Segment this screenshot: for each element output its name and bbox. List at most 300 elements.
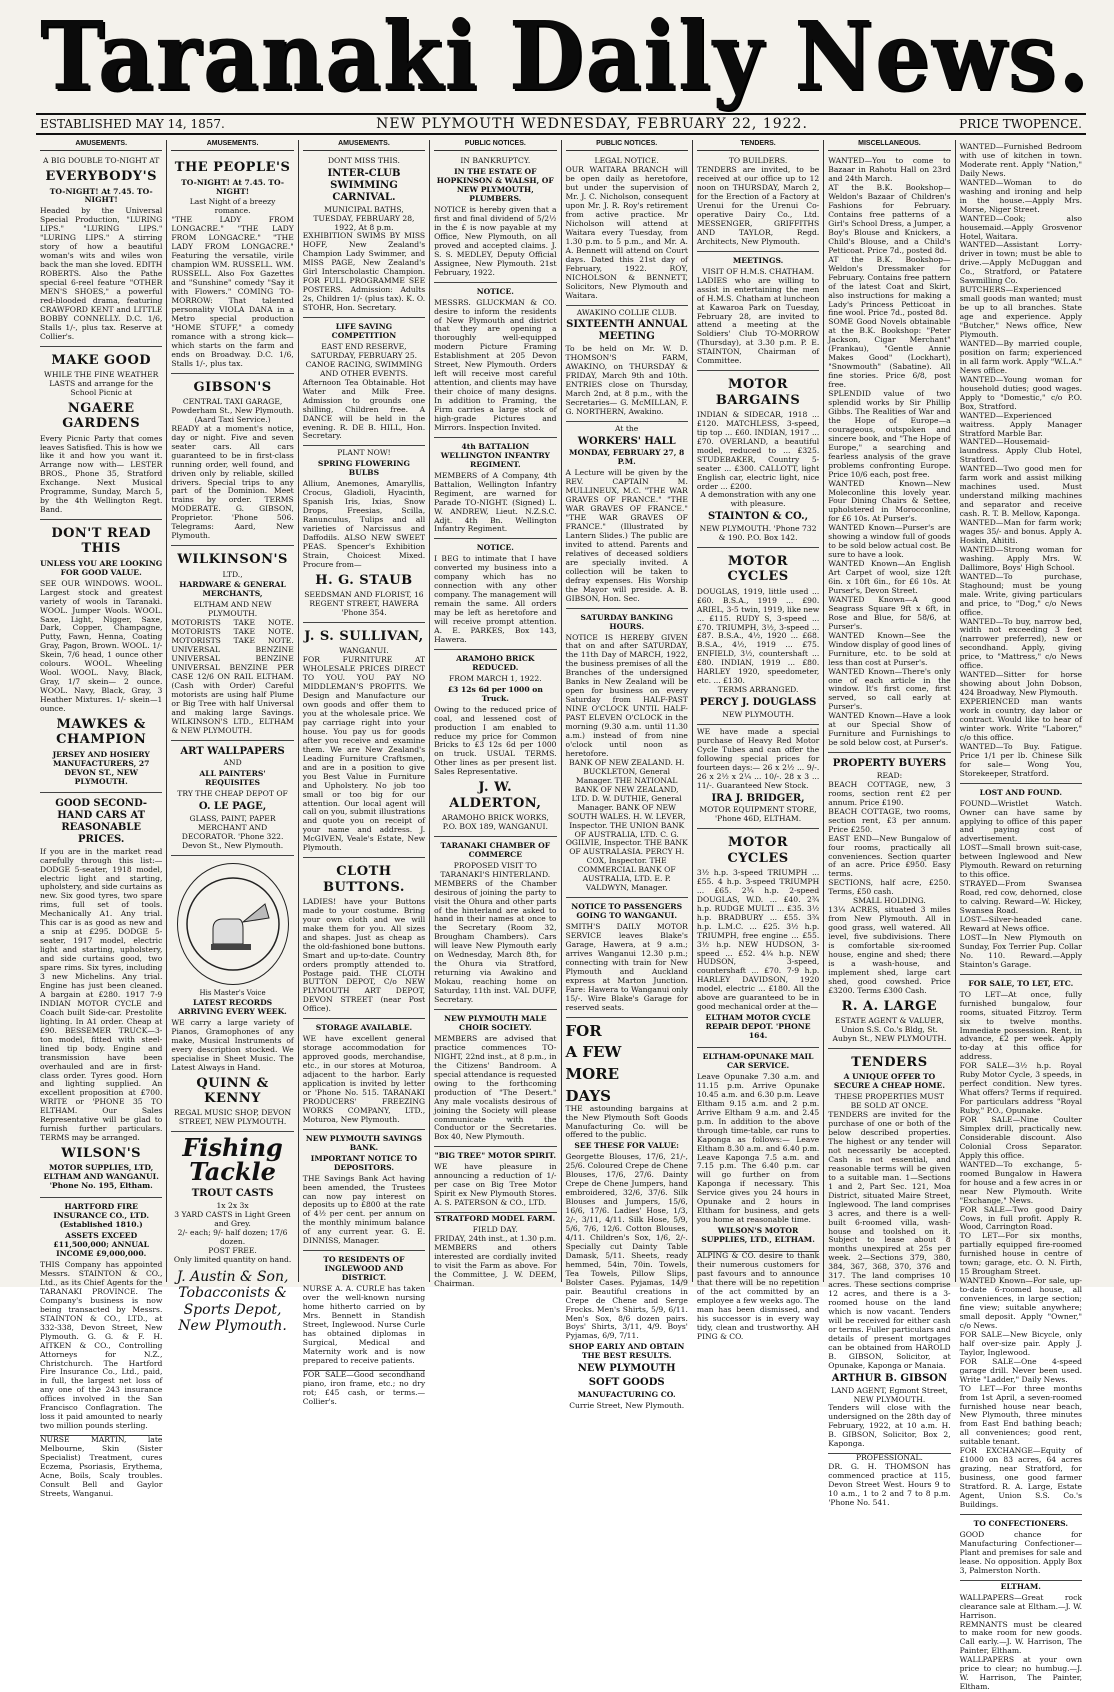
ad-line: JERSEY AND HOSIERY MANUFACTURERS, 27 DEVON ST., NEW PLYMOUTH.: [52, 749, 150, 786]
ad-line: ASSETS EXCEED £11,500,000; ANNUAL INCOME £9,000,000.: [53, 1231, 150, 1259]
notice-title: WORKERS' HALL: [577, 435, 676, 447]
ad-savings-bank: [303, 1130, 425, 1251]
notice-body: A Lecture will be given by the REV. CAPTAIN M. MULLINEUX, M.C. "THE WAR GRAVES OF FRANCE." "THE WAR GRAVES OF FRANCE." "THE WAR GRAVES OF FRANCE." (Illustrated by Lantern Slides.) The public are invited to attend. Parents and relatives of deceased soldiers are specially invited. A collection will be taken to defray expenses. His Worship the Mayor will preside. A. B. GIBSON, Hon. Sec.: [565, 468, 688, 603]
notice-title: TO BUILDERS.: [728, 156, 788, 166]
classified-item: REMNANTS must be cleared to make room for new goods. Call early.—J. W. Harrison, The Painter, Eltham.: [959, 1619, 1082, 1656]
ad-mail-car: [697, 1048, 819, 1252]
notice-title: J. W. ALDERTON,: [449, 780, 542, 811]
ad-body: ALPING & CO. desire to thank their numerous customers for past favours and to announce that there will be no repetition of the act committed by an employee a few weeks ago. The man has been dismissed, and his successor is in every way tidy, clean and trustworthy. AH PING & CO.: [696, 1251, 820, 1341]
ad-body: FOR FURNITURE AT WHOLESALE PRICES DIRECT TO YOU. YOU PAY NO MIDDLEMAN'S PROFITS. We Design and Manufacture our own goods and offer them to you at the wholesale price. We pay carriage right into your house. You pay us for goods after you receive and examine them. We are New Zealand's Leading Furniture Craftsmen, and are in a position to give you Best Value in Furniture and Upholstery. No job too small or too big for our attention. Our local agent will call on you, submit illustrations and quote you on receipt of your name and address. J. McGIVEN, Veale's Estate, New Plymouth.: [302, 655, 426, 853]
notice-workers-hall: [566, 422, 688, 609]
notice-title: TARANAKI CHAMBER OF COMMERCE: [440, 840, 551, 859]
ad-title: MAWKES & CHAMPION: [56, 717, 147, 748]
section-heading: MEETINGS.: [732, 255, 784, 265]
notice-line: £3 12s 6d per 1000 on Truck.: [447, 684, 543, 703]
ad-line: SATURDAY, FEBRUARY 25.: [310, 350, 418, 360]
notice-body: LADIES who are willing to assist in entertaining the men of H.M.S. Chatham at luncheon at Kawaroa Park on Tuesday, February 28, are invited to attend a meeting at the Soldiers' Club TO-MORROW (Thursday), at 3.30 p.m. P. E. STAINTON, Chairman of Committee.: [696, 275, 820, 366]
ad-line: SEE THESE FOR VALUE:: [574, 1141, 679, 1151]
notice-title: LEGAL NOTICE.: [594, 156, 659, 166]
notice-body: SMITH'S DAILY MOTOR SERVICE leaves Blake's Garage, Hawera, at 9 a.m.; arrives Wanganui 12.30 p.m.; connecting with train for New Plymouth and Auckland express at Marton Junction. Fare: Hawera to Wanganui only 15/-. Wire Blake's Garage for reserved seats.: [565, 922, 688, 1012]
classified-item: WANTED—Man for farm work; wages 35/- and bonus. Apply A. Hoskin, Ahititi.: [959, 518, 1082, 545]
classified-item: STRAYED—From Swansea Road, red cow, dehorned, close to calving. Reward—W. Hickey, Swansea Road.: [959, 879, 1082, 916]
column-8: [956, 140, 1086, 1692]
ad-title: NEW PLYMOUTH SAVINGS BANK.: [305, 1133, 423, 1152]
column-heading: MISCELLANEOUS.: [828, 140, 950, 151]
classified-item: WANTED—To Buy. Fatigue. Price 1/1 per lb. Chinese Silk for sale— Wong You, Storekeeper, Stratford.: [959, 741, 1082, 778]
signature: J. Austin & Son, Tobacconists & Sports Depot, New Plymouth.: [176, 1268, 289, 1335]
section-heading: PROFESSIONAL.: [855, 1453, 923, 1463]
classified-item: TO LET—For six months, partially equipped fire-roomed furnished house in centre of town; garage, etc. O. N. Firth, 15 Brougham Street.: [959, 1231, 1082, 1277]
ad-wilkinsons: [171, 546, 293, 740]
ad-motor-cycles-douglass: [697, 548, 819, 725]
ad-title: INTER-CLUB SWIMMING CARNIVAL.: [327, 168, 401, 203]
notice-male-choir: [434, 1010, 556, 1147]
notice-model-farm: [434, 1215, 556, 1289]
ad-title: MORE: [565, 1065, 620, 1084]
classified-item: WANTED—By married couple, position on farm; experienced in all farm work. Apply "W.L.A." News office.: [959, 338, 1082, 375]
ad-line: Last Night of a breezy romance.: [189, 197, 276, 216]
ad-motor-cycles-eltham: [697, 829, 819, 1048]
column-heading: AMUSEMENTS.: [40, 140, 162, 151]
ad-title: MAKE GOOD: [51, 352, 152, 368]
notice-line: PROPOSED VISIT TO TARANAKI'S HINTERLAND.: [440, 860, 551, 879]
ad-nurse-curle: [303, 1251, 425, 1370]
ad-title: IRA J. BRIDGER,: [711, 792, 805, 804]
ad-body: Every Picnic Party that comes leaves Satisfied. This is how we like it and how you want it. Arrange now with— LESTER BROS., Phone 35, Stratford Exchange. Next Musical Programme, Sunday, March 5, by the 4th Wellington Regt. Band.: [40, 433, 163, 515]
ad-body: THE Savings Bank Act having been amended, the Trustees can now pay interest on deposits up to £800 at the rate of 4½ per cent. per annum on the monthly minimum balance of any current year. G. E. DINNISS, Manager.: [302, 1173, 426, 1246]
ad-line: CENTRAL TAXI GARAGE, Powderham St., New Plymouth. (Aard Taxi Service.): [171, 396, 294, 424]
notice-line: IN THE ESTATE OF HOPKINSON & WALSH, OF NEW PLYMOUTH, PLUMBERS.: [436, 167, 554, 204]
notice-body: Owing to the reduced price of coal, and lessened cost of production I am enabled to reduce my price for Common Bricks to £3 12s 6d per 1000 on truck. USUAL TERMS. Other lines as per present list. Sales Representative.: [434, 704, 557, 777]
ad-body: "THE LADY FROM LONGACRE." "THE LADY FROM LONGACRE." "THE LADY FROM LONGACRE." Featuring the versatile, virile champion WM. RUSSELL. WM. RUSSELL. Also Fox Gazettes and "Sunshine" comedy "Say it with Flowers." COMING TO-MORROW: That talented personality VIOLA DANA in a Metro special production "HOME STUFF," a comedy romance with a strong kick— which starts on the farm and ends on Broadway. D.C. 1/6, Stalls 1/-, plus tax.: [171, 215, 294, 368]
classified-item: TO LET—At once, fully furnished bungalow, four rooms, situated Fitzroy. Term six to twelve months. Immediate possession. Rent, in advance, £2 per week. Apply to-day at this office for address.: [959, 989, 1082, 1062]
notice-title: SATURDAY BANKING HOURS.: [580, 612, 673, 631]
ad-line: TUESDAY, FEBRUARY 28, 1922, At 8 p.m.: [313, 213, 415, 232]
classified-item: WALLPAPERS—Great rock clearance sale at Eltham.—J. W. Harrison.: [959, 1592, 1082, 1620]
classified-item: WANTED—Strong woman for washing. Apply Mrs. W. Dallimore, Boys' High School.: [959, 544, 1082, 572]
classified-item: AT the B.K. Bookshop—Weldon's Dressmaker for February. Contains free pattern of the latest Coat and Skirt, also instructions for making a Lady's Princess Petticoat in fine wool. Price 7d., posted 8d.: [828, 254, 951, 318]
classified-item: WANTED—Experienced waitress. Apply Manager Stratford Marble Bar.: [959, 410, 1082, 438]
notice-body: I BEG to intimate that I have converted my business into a company which has no connection with any other company. The management will remain the same. All orders may be left as heretofore and will receive prompt attention. A. E. PARKES, Box 143, Hawera.: [434, 554, 557, 644]
ad-line: LATEST RECORDS ARRIVING EVERY WEEK.: [178, 998, 287, 1017]
ad-line: A demonstration with any one with pleasure.: [700, 490, 816, 509]
ad-title: HARTFORD FIRE INSURANCE CO., LTD. (Established 1810.): [53, 1202, 150, 1230]
classified-item: WANTED—Sitter for horse showing about John Dobson, 424 Broadway, New Plymouth.: [959, 670, 1082, 698]
ad-line: WILSON'S MOTOR SUPPLIES, LTD., ELTHAM.: [701, 1226, 815, 1245]
notice-line: FROM MARCH 1, 1922.: [449, 673, 542, 683]
notice-title: STRATFORD MODEL FARM.: [435, 1214, 556, 1224]
notice-body: MESSRS. GLUCKMAN & CO. desire to inform the residents of New Plymouth and district that they are opening a thoroughly well-equipped modern Picture Framing Establishment at 205 Devon Street, New Plymouth. Orders left will receive most careful attention, and clients may have their choice of many designs. In addition to Framing, the Firm carries a large stock of high-grade Pictures and Mirrors. Inspection Invited.: [434, 297, 557, 432]
ad-cloth-buttons: [303, 858, 425, 1019]
notice-big-tree: [434, 1147, 556, 1213]
ad-title: H. G. STAUB: [315, 572, 413, 588]
notice-body: To be held on Mr. W. D. THOMSON'S FARM, AWAKINO, on THURSDAY & FRIDAY, March 9th and 10th. ENTRIES close on Thursday, March 2nd, at 8 p.m., with the Secretaries— G. McMILLAN, F. G. NORTHERN, Awakino.: [565, 344, 688, 416]
ad-property-buyers: [828, 753, 950, 1049]
column-6: [693, 140, 824, 1341]
ad-title: NEW PLYMOUTH: [577, 1363, 676, 1375]
ad-line: MANUFACTURING CO.: [577, 1389, 676, 1399]
classified-item: WANTED—Furnished Bedroom with use of kitchen in town. Moderate rent. Apply "Nation," Daily News.: [959, 142, 1082, 178]
column-heading: PUBLIC NOTICES.: [434, 140, 556, 151]
ad-line: A BIG DOUBLE TO-NIGHT AT: [43, 156, 160, 166]
ad-title: WILSON'S: [61, 1146, 142, 1162]
masthead-word-3: News.: [794, 0, 1090, 112]
notice-title: SIXTEENTH ANNUAL MEETING: [566, 319, 688, 343]
ad-body: WE have made a special purchase of Heavy Red Motor Cycle Tubes and can offer the following special prices for fourteen days:— 26 x 2½ ... 9/-. 26 x 2½ x 2¼ ... 10/-. 28 x 3 ... 11/-. Guaranteed New Stock.: [696, 726, 820, 790]
ad-body: THIS Company has appointed Messrs. STAINTON & CO., Ltd., as its Chief Agents for the TARANAKI PROVINCE. The Company's business is now being transacted by Messrs. STAINTON & CO., LTD., at 332-338, Devon Street, New Plymouth. G. G. & F. H. AITKEN & CO., Controlling Attorneys for N.Z., Christchurch. The Hartford Fire Insurance Co., Ltd., paid, in full, the largest net loss of any one of the 243 insurance offices involved in the San Francisco Conflagration. The loss it paid amounted to nearly two million pounds sterling.: [40, 1260, 163, 1431]
column-heading: PUBLIC NOTICES.: [566, 140, 688, 151]
price: PRICE TWOPENCE.: [959, 117, 1082, 131]
classified-item: LOST—Silver-headed cane. Reward at News office.: [959, 915, 1082, 933]
ad-line: ALL PAINTERS' REQUISITES: [199, 769, 266, 788]
ad-body: READY at a moment's notice, day or night. Five and seven seater cars. All cars guaranteed to be in first-class running order, well found, and driven only by reliable, skilled drivers. Special trips to any part of the Dominion. Meet trains by order. TERMS MODERATE. G. GIBSON, Proprietor. 'Phone 506. Telegrams: Aard, New Plymouth.: [171, 423, 294, 541]
ad-line: IMPORTANT NOTICE TO DEPOSITORS.: [310, 1153, 418, 1172]
ad-body: Leave Opunake 7.30 a.m. and 11.15 p.m. Arrive Opunake 10.45 a.m. and 6.30 p.m. Leave Eltham 9.15 a.m. and 2 p.m. Arrive Eltham 9 a.m. and 2.45 p.m. In addition to the above through time-table, car runs to Kaponga as follows:— Leave Eltham 8.30 a.m. and 6.40 p.m. Leave Kaponga 7.5 a.m. and 7.15 p.m. The 6.40 p.m. car will go further on from Kaponga if necessary. This Service gives you 24 hours in Opunake and 2 hours in Eltham for business, and gets you home at reasonable time.: [696, 1071, 820, 1225]
classified-item: WANTED Known—New Moleconline this lovely year. Four Dining Chairs & Settee, upholstered in Morocconline, for £6 10s. At Purser's.: [828, 478, 951, 524]
logo-caption: His Master's Voice: [199, 988, 266, 997]
ad-title: A FEW: [565, 1043, 622, 1062]
ad-body: NURSE MARTIN, late Melbourne, Skin (Sister Specialist) Treatment, cures Eczema, Psoriasis, Erythema, Acne, Boils, Scaly troubles. Consult Bell and Gaylor Streets, Wanganui.: [40, 1435, 163, 1498]
section-heading: FOR SALE, TO LET, ETC.: [968, 978, 1074, 988]
ad-line: SEEDSMAN AND FLORIST, 16 REGENT STREET, HAWERA 'Phone 354.: [304, 590, 424, 618]
ad-body: NURSE A. A. CURLE has taken over the well-known nursing home hitherto carried on by Mrs. Bennett in Standish Street, Inglewood. Nurse Curle has obtained diplomas in Surgical, Medical and Maternity work and is now prepared to receive patients.: [302, 1284, 426, 1365]
section-heading: ELTHAM.: [1000, 1581, 1041, 1591]
ad-body: 3½ h.p. 3-speed TRIUMPH ... £55. 4 h.p. 3-speed TRIUMPH ... £65. 2¾ h.p. 2-speed DOUGLAS, W.D. ... £40. 2¾ h.p. RUDGE MULTI ... £35. 3½ h.p. BRADBURY ... £55. 3¾ h.p. L.M.C. ... £25. 3½ h.p. TRIUMPH, free engine ... £55. 3½ h.p. NEW HUDSON, 3-speed ... £52. 4¼ h.p. NEW HUDSON, 3-speed, countershaft ... £70. 7-9 h.p. HARLEY DAVIDSON, 1920 model, electric ... £180. All the above are guaranteed to be in good mechanical order at the—: [696, 867, 820, 1012]
classified-item: FOR SALE—Nine Coulter Simplex drill, practically new. Considerable discount. Also Colonial Cross Separator. Apply this office.: [959, 1115, 1082, 1160]
ad-title: STAINTON & CO.,: [708, 511, 809, 523]
ad-line: EAST END RESERVE,: [321, 341, 407, 351]
ad-line: MUNICIPAL BATHS,: [324, 204, 404, 214]
established-date: ESTABLISHED MAY 14, 1857.: [40, 117, 225, 131]
ad-body: If you are in the market read carefully through this list:— DODGE 5-seater, 1918 model, electric light and starting, upholstery, and side curtains as new. Six good tyres, two spare rims, full set of tools. Mechanically A1. Any trial. This car is as good as new and a snip at £295. DODGE 5-seater, 1917 model, electric light and starting, upholstery, and side curtains good, two spare rims. Six tyres, including 3 new Michelins. Any trial. Engine has just been cleaned. A bargain at £280. 1917 7-9 INDIAN MOTOR CYCLE and Coach built Side-car. Prestolite lighting. In A1 order. Cheap at £90. BESSEMER TRUCK—3-ton model, fitted with steel-lined tip body. Engine and transmission have been overhauled and are in first-class order. Tyres good. Horn and lighting supplied. An excellent proposition at £700. WRITE or 'PHONE 35 TO ELTHAM. Our Sales Representative will be glad to furnish further particulars. TERMS may be arranged.: [40, 846, 163, 1143]
classified-item: WANTED Known—See the Window display of good lines of Furniture, etc. to be sold at less than cost at Purser's.: [828, 630, 951, 667]
classified-item: WANTED Known—An English Art Carpet of wool, size 12ft 6in. x 10ft 6in., for £6 10s. At Purser's, Devon Street.: [828, 559, 951, 595]
classified-item: WANTED—Housemaid-laundress. Apply Club Hotel, Stratford.: [959, 437, 1082, 465]
classified-item: 13¼ ACRES, situated 3 miles from New Plymouth. All in good grass, well watered. All level, five subdivisions. There is comfortable six-roomed house, engine and shed; there is a wash-house, and implement shed, large cart shed, good cowshed. Price £3200. Terms £300 Cash.: [828, 905, 951, 995]
ad-body: EXHIBITION SWIMS BY MISS HOFF, New Zealand's Champion Lady Swimmer, and MISS PAGE, New Zealand's Girl Interscholastic Champion. FOR FULL PROGRAMME SEE POSTERS. Admission: Adults 2s, Children 1/- (plus tax). K. O. STOHR, Hon. Secretary.: [302, 231, 426, 313]
classified-item: LOST—Small brown suit-case, between Inglewood and New Plymouth. Reward on returning to this office.: [959, 843, 1082, 880]
classified-item: FOR SALE—3½ h.p. Royal Ruby Motor Cycle, 3 speeds, in perfect condition. New tyres. What offers? Terms if required. For particulars address "Royal Ruby," P.O., Opunake.: [959, 1061, 1082, 1116]
for-sale-to-let: [960, 975, 1082, 1515]
notice-smiths-motor: [566, 898, 688, 1017]
ad-body: Afternoon Tea Obtainable. Hot Water and Milk Free. Admission to grounds one shilling, Children free. A DANCE will be held in the evening. R. DE B. HILL, Hon. Secretary.: [302, 377, 426, 441]
column-5: [562, 140, 693, 1410]
ad-line: WHILE THE FINE WEATHER LASTS and arrange for the School Picnic at: [44, 370, 159, 397]
notice-body: WE have pleasure in announcing a reduction of 1/- per case on Big Tree Motor Spirit ex New Plymouth Stores. A. S. PATERSON & CO., LTD.: [434, 1162, 557, 1208]
ad-title: ELTHAM-OPUNAKE MAIL CAR SERVICE.: [702, 1052, 814, 1070]
ad-body: Headed by the Universal Special Production, "LURING LIPS." "LURING LIPS." "LURING LIPS." A stirring story of how a beautiful woman's wits and wiles won back the man she loved. EDITH ROBERTS. Also the Pathe special 6-reel feature "OTHER MEN'S SHOES," a powerful red-blooded drama, featuring CRAWFORD KENT and LITTLE BOBBY CONNELLY. D.C. 1/6, Stalls 1/-, plus tax. Reserve at Collier's.: [40, 206, 163, 341]
miscellaneous-list: [828, 154, 950, 753]
notice-title: "BIG TREE" MOTOR SPIRIT.: [434, 1151, 556, 1161]
professional: [828, 1454, 950, 1508]
ad-line: HARDWARE & GENERAL MERCHANTS,: [179, 580, 286, 599]
notice-signatories: BANK OF NEW ZEALAND. H. BUCKLETON, General Manager. THE NATIONAL BANK OF NEW ZEALAND, LTD. D. W. DUTHIE, General Manager. BANK OF NEW SOUTH WALES. H. W. LEVER, Inspector. THE UNION BANK OF AUSTRALIA, LTD. C. G. OGILVIE, Inspector. THE BANK OF AUSTRALASIA. PERCY H. COX, Inspector. THE COMMERCIAL BANK OF AUSTRALIA, LTD. E. P. VALDWYN, Manager.: [565, 757, 688, 893]
ad-bulbs: [303, 446, 425, 623]
ad-line: MOTOR SUPPLIES, LTD, ELTHAM AND WANGANUI. 'Phone No. 195, Eltham.: [43, 1163, 159, 1191]
confectioners: [960, 1515, 1082, 1581]
ad-storage: [303, 1019, 425, 1129]
ad-line: TO-NIGHT! At 7.45. TO-NIGHT!: [49, 186, 153, 205]
notice-parkes: [434, 539, 556, 649]
classified-item: WANTED—To buy, narrow bed, width not exceeding 3 feet (narrower preferred), new or secondhand. Apply, giving price, to "Mattress," c/o News office.: [959, 616, 1082, 671]
masthead-word-2: Daily: [508, 0, 765, 112]
eltham-section: [960, 1583, 1082, 1692]
ad-body: SEE OUR WINDOWS. WOOL. Largest stock and greatest variety of wools in Taranaki. WOOL. Jumper Wools. WOOL. Saxe, Light, Nigger, Saxe, Dark, Copper, Champagne, Putty, Fawn, Henna, Coating Gray, Pagon, Brown. WOOL. 1/- Skein, 7/6 head, 1 ounce other colours. WOOL. Wheeling Wool. WOOL. Navy, Black, Gray, 1/7 skein— 2 ounce. WOOL. Navy, Black, Gray, 3 Heather Mixtures. 1/- skein—1 ounce.: [40, 578, 163, 714]
ad-line: SHOP EARLY AND OBTAIN THE BEST RESULTS.: [569, 1342, 685, 1361]
notice-body: TENDERS are invited, to be received at our office up to 12 noon on THURSDAY, March 2, for the Erection of a Factory at Urenui for the Urenui Co-operative Dairy Co., Ltd. MESSENGER, GRIFFITHS AND TAYLOR, Regd. Architects, New Plymouth.: [696, 165, 820, 246]
classified-item: TO LET—For three months from 1st April, a seven-roomed furnished house near beach, New Plymouth, three minutes from East End bathing beach; all conveniences; good rent, suitable tenant.: [959, 1383, 1082, 1447]
classified-item: WANTED—Assistant Lorry-driver in town; must be able to drive.—Apply McDuggan and Co., Stratford, or Patatere Sawmilling Co.: [959, 240, 1082, 286]
classified-item: GOOD chance for Manufacturing Confectioner—Plant and premises for sale and lease. No opposition. Apply Box 3, Palmerston North.: [959, 1529, 1082, 1575]
ad-title: PROPERTY BUYERS: [832, 758, 947, 770]
notice-title: NEW PLYMOUTH MALE CHOIR SOCIETY.: [444, 1014, 547, 1032]
classified-item: BUTCHERS—Experienced small goods man wanted; must be up to all branches. State age and experience. Apply "Butcher," News office, New Plymouth.: [959, 285, 1082, 340]
ad-title: GIBSON'S: [193, 379, 272, 395]
ad-ngaere-gardens: [40, 347, 162, 520]
ad-line: UNLESS YOU ARE LOOKING FOR GOOD VALUE.: [40, 558, 163, 577]
ad-title: J. S. SULLIVAN,: [304, 629, 424, 644]
ad-title: SOFT GOODS: [588, 1377, 665, 1389]
ad-subtitle: TROUT CASTS: [191, 1188, 274, 1200]
ad-title: GOOD SECOND-HAND CARS AT REASONABLE PRICES.: [55, 798, 148, 845]
notice-body: MEMBERS and others interested are cordially invited to visit the Farm as above. For the Committee, J. W. DEEM, Chairman.: [434, 1242, 557, 1288]
ad-line: READ:: [876, 770, 903, 780]
ad-line: 3 YARD CASTS in Light Green and Grey.: [174, 1210, 291, 1229]
section-heading: LOST AND FOUND.: [979, 787, 1062, 797]
his-masters-voice-logo: [177, 863, 289, 985]
notice-line: At the: [615, 423, 639, 433]
ad-line: CANOE RACING, SWIMMING AND OTHER EVENTS.: [305, 359, 423, 378]
classified-item: WANTED—You to come to Bazaar in Rahotu Hall on 23rd and 24th March.: [828, 156, 951, 184]
ad-motor-tubes: [697, 725, 819, 829]
ad-body: LADIES! have your Buttons made to your costume. Bring your own cloth and we will make them for you. All sizes and shapes. Just as cheap as the old-fashioned bone buttons. Smart and up-to-date. Country orders promptly attended to. Postage paid. THE CLOTH BUTTON DEPOT, C/o NEW PLYMOUTH ART DEPOT, DEVON STREET (near Post Office).: [302, 896, 426, 1014]
ad-title: Fishing Tackle: [182, 1133, 283, 1187]
ad-line: MOTOR EQUIPMENT STORE, 'Phone 46D, ELTHAM.: [699, 805, 817, 824]
ad-wool: [40, 520, 162, 793]
classified-item: FOR SALE—One 4-speed garage drill. Never been used. Write "Ladder," Daily News.: [959, 1356, 1082, 1384]
classified-item: SECTIONS, half acre, £250. Terms, £50 cash.: [828, 878, 951, 897]
notice-line: AWAKINO COLLIE CLUB.: [576, 307, 677, 317]
column-4: [430, 140, 561, 1288]
ad-line: SMALL HOLDING.: [853, 896, 926, 906]
ad-line: POST FREE.: [208, 1245, 257, 1255]
ad-everybodys: [40, 154, 162, 346]
classified-item: SOME Good Novels obtainable at the B.K. Bookshop: "Peter Jackson, Cigar Merchant" (Frankau), "Gentle Annie Makes Good" (Lockhart), "Snowmouth" (Sabatine). All fine stories. Price 6/8, post free.: [828, 317, 951, 390]
ad-title: STORAGE AVAILABLE.: [315, 1023, 413, 1033]
ad-line: ELTHAM MOTOR CYCLE REPAIR DEPOT. 'PHONE 164.: [705, 1013, 811, 1041]
notice-body: MEMBERS of the Chamber desirous of joining the party to visit the Ohura and other parts of the hinterland are asked to hand in their names at once to the Secretary (Room 32, Brougham Chambers). Cars will leave New Plymouth early on Wednesday, March 8th, for the Ohura via Stratford, returning via Awakino and Mokau, reaching home on Saturday, 11th inst. VAL DUFF, Secretary.: [434, 878, 557, 1005]
notice-collie-club: [566, 306, 688, 422]
ad-line: TO-NIGHT! At 7.45. TO-NIGHT!: [181, 177, 284, 196]
ad-line: ESTATE AGENT & VALUER,: [834, 1016, 944, 1026]
ad-line: 2/- each; 9/- half dozen; 17/6 dozen.: [177, 1227, 288, 1246]
ad-title: LIFE SAVING COMPETITION: [331, 322, 397, 340]
ad-swimming-carnival: [303, 154, 425, 318]
notice-body: NOTICE IS HEREBY GIVEN that on and after SATURDAY, the 11th Day of MARCH, 1922, the business premises of all the Branches of the undersigned Banks in New Zealand will be open for business on every Saturday from HALF-PAST NINE O'CLOCK UNTIL HALF-PAST ELEVEN O'CLOCK in the morning (9.30 a.m. until 11.30 a.m.) instead of from nine o'clock until noon as heretofore.: [565, 632, 688, 758]
notice-chamber-commerce: [434, 837, 556, 1010]
meeting-chatham: [697, 252, 819, 371]
classified-item: WANTED Known—There's only one of each article in the window. It's first come, first served, so call early at Purser's.: [828, 666, 951, 712]
notice-title: NOTICE.: [476, 286, 514, 296]
ad-body: DR. G. H. THOMSON has commenced practice at 115, Devon Street West. Hours 9 to 10 a.m., 1 to 2 and 7 to 8 p.m. 'Phone No. 541.: [828, 1462, 951, 1507]
ad-sullivan-furniture: [303, 623, 425, 858]
classified-item: WALLPAPERS at your own price to clear; no humbug.—J. W. Harrison, The Painter, Eltham.: [959, 1655, 1082, 1692]
issue-date: NEW PLYMOUTH WEDNESDAY, FEBRUARY 22, 1922.: [376, 116, 808, 132]
ad-line: DONT MISS THIS.: [327, 156, 400, 166]
ad-title: MOTOR BARGAINS: [715, 377, 801, 408]
notice-line: FRIDAY, 24th inst., at 1.30 p.m.: [434, 1233, 557, 1243]
classified-item: WANTED Known—Purser's are showing a window full of goods to be sold below actual cost. Be sure to have a look.: [828, 523, 951, 560]
columns: [36, 140, 1086, 1692]
ad-body: INDIAN & SIDECAR, 1918 ... £120. MATCHLESS, 3-speed, tip top ... £60. INDIAN, 1917 ... £70. OVERLAND, a beautiful model, reduced to ... £325. STUDEBAKER, Country 5-seater ... £300. CALLOTT, light English car, electric light, nice order ... £200.: [696, 409, 820, 491]
ad-line: GLASS, PAINT, PAPER MERCHANT AND DECORATOR. 'Phone 322. Devon St., New Plymouth.: [181, 814, 284, 850]
notice-line: FIELD DAY.: [472, 1225, 518, 1235]
classified-item: FOR EXCHANGE—Equity of £1000 on 83 acres, 64 acres grazing, near Stratford, for business, one good farmer Stratford. R. A. Large, Estate Agent, Union S.S. Co.'s Buildings.: [959, 1446, 1082, 1510]
masthead: [40, 0, 1090, 112]
column-7: [824, 140, 955, 1507]
ad-title: FOR: [565, 1021, 602, 1040]
notice-legal: [566, 154, 688, 305]
ad-line: WANGANUI.: [339, 646, 389, 656]
notice-banking-hours: [566, 609, 688, 899]
ad-line: NEW PLYMOUTH.: [722, 709, 794, 719]
classified-item: LOST—In New Plymouth on Sunday, Fox Terrier Pup. Collar No. 110. Reward.—Apply Stainton's Garage.: [959, 932, 1082, 969]
classified-item: SPLENDID value of two splendid works by Sir Phillip Gibbs. The Realities of War and the Hope of Europe—a courageous, outspoken and sincere book, and "The Hope of Europe," a searching and fearless analysis of the grave problems confronting Europe. Price 10/6 each, post free.: [828, 389, 951, 479]
column-heading: AMUSEMENTS.: [171, 140, 293, 151]
ad-fishing-tackle: [171, 1133, 293, 1335]
ad-line: PLANT NOW!: [337, 448, 391, 458]
ad-title: MOTOR CYCLES: [727, 835, 789, 866]
ad-line: REGAL MUSIC SHOP, DEVON STREET, NEW PLYMOUTH.: [173, 1108, 292, 1127]
tender-builders: [697, 154, 819, 252]
notice-body: MEMBERS are advised that practice commences TO-NIGHT, 22nd inst., at 8 p.m., in the Citizens' Bandroom. A special attendance is requested owing to the forthcoming production of "The Desert." Any male vocalists desirous of joining the Society will please communicate with the Conductor or the Secretaries. Box 40, New Plymouth.: [434, 1033, 557, 1142]
section-heading: TO CONFECTIONERS.: [973, 1518, 1069, 1528]
ad-soft-goods: [565, 1021, 688, 1411]
ad-body: Georgette Blouses, 17/6, 21/-, 25/6. Coloured Crepe de Chene Blouses, 17/6, 27/6. Dainty Crepe de Chene Jumpers, hand embroidered, 32/6, 37/6. Silk Blouses and Jumpers, 15/6, 16/6, 17/6. Ladies' Hose, 1/3, 2/-, 3/11, 4/11. Silk Hose, 5/9, 5/6, 7/6, 12/6. Cotton Blouses, 4/11. Children's Sox, 1/6, 2/-. Specially cut Dainty Table Damask, 5/11. Sheets, ready hemmed, 54in, 70in. Towels, Tea Towels, Pillow Slips, Bolster Cases. Pyjamas, 14/9 pair. Beautiful creations in Crepe de Chene and Serge Frocks. Men's Shirts, 5/9, 6/11. Men's Sox, 8/6 dozen pairs. Boys' Shirts, 3/11, 4/9. Boys' Pyjamas, 6/9, 7/11.: [565, 1152, 688, 1341]
ad-line: Union S.S. Co.'s Bldg, St. Aubyn St., NEW PLYMOUTH.: [832, 1025, 947, 1044]
ad-line: LTD.,: [222, 569, 243, 579]
ad-body: MOTORISTS TAKE NOTE. MOTORISTS TAKE NOTE. MOTORISTS TAKE NOTE. UNIVERSAL BENZINE UNIVERSAL BENZINE UNIVERSAL BENZINE PER CASE 12/6 ON RAIL ELTHAM. (Cash with Order) Careful motorists are using half Plume or Big Tree with half Universal and making large Savings. WILKINSON'S LTD., ELTHAM & NEW PLYMOUTH.: [171, 618, 294, 735]
ad-life-saving: [303, 318, 425, 446]
ad-peoples-theatre: [171, 154, 293, 373]
ad-body: Allium, Anemones, Amaryllis, Crocus, Gladioli, Hyacinth, Spanish Iris, Ixias, Snow Drops, Freesias, Scilla, Ranunculus, Tulips and all varieties of Narcissus and Daffodils. ALSO NEW SWEET PEAS. Spencer's Exhibition Strain, Choicest Mixed. Procure from—: [302, 479, 426, 569]
ad-used-cars: [40, 793, 162, 1198]
ad-title: MOTOR CYCLES: [727, 554, 789, 585]
notice-body: NOTICE is hereby given that a first and final dividend of 5/2½ in the £ is now payable at my Office, New Plymouth, on all proved and accepted claims. J. S. S. MEDLEY, Deputy Official Assignee, New Plymouth. 21st February, 1922.: [434, 205, 557, 277]
dateline: [36, 113, 1086, 135]
classified-item: WANTED—To exchange, 5-roomed Bungalow in Hawera for house and a few acres in or near New Plymouth. Write "Exchange," News.: [959, 1159, 1082, 1205]
classified-item: EXPERIENCED man wants work in country, day labor or contract. Would like to hear of winter work. Write "Laborer," c/o this office.: [959, 697, 1082, 742]
ad-title: DON'T READ THIS: [51, 526, 152, 557]
column-3: [299, 140, 430, 1406]
ad-title: THE PEOPLE'S: [174, 160, 291, 176]
ad-line: 1x 2x 3x: [216, 1201, 249, 1211]
notice-gluckman: [434, 283, 556, 438]
ad-title: SPRING FLOWERING BULBS: [317, 459, 410, 478]
wanted-list: [960, 140, 1082, 784]
notice-bankruptcy: [434, 154, 556, 282]
notice-title: ARAMOHO BRICK REDUCED.: [456, 653, 535, 672]
classified-item: EAST END—New Bungalow of four rooms, practically all conveniences. Section quarter of an acre. Price £950. Easy terms.: [828, 833, 951, 879]
notice-line: ARAMOHO BRICK WORKS, P.O. BOX 189, WANGANUI.: [441, 812, 549, 831]
ad-title: TENDERS: [851, 1054, 928, 1070]
ad-gibsons-taxi: [171, 374, 293, 547]
classified-item: WANTED Known—For sale, up-to-date 6-roomed house, all conveniences, in large section; fine view; suitable anywhere; small deposit. Apply "Owner," c/o News.: [959, 1276, 1082, 1330]
ad-body: DOUGLAS, 1919, little used ... £60. B.S.A., 1919 ... £90. ARIEL, 3-5 twin, 1919, like new ... £115. RUDY S, 3-speed ... £70. TRIUMPH, 3½, 3-speed ... £87. B.S.A., 4½, 1920 ... £68. B.S.A., 4½, 1919 ... £75. ENFIELD, 3½, countershaft ... £80. INDIAN, 1919 ... £80. HARLEY 1920, speedometer, etc. ... £130.: [696, 586, 820, 686]
gramophone-dog-icon: [183, 874, 283, 974]
notice-line: MONDAY, FEBRUARY 27, 8 P.M.: [569, 448, 685, 467]
notice-aramoho-brick: [434, 650, 556, 837]
ad-body: FOR SALE—Good secondhand piano, iron frame, etc.; no dry rot; £45 cash, or terms.—Collier's.: [302, 1369, 426, 1406]
ad-line: A UNIQUE OFFER TO SECURE A CHEAP HOME.: [833, 1072, 945, 1091]
ad-body: THE astounding bargains at the New Plymouth Soft Goods Manufacturing Co. will be offered to the public.: [565, 1103, 688, 1140]
masthead-word-1: Taranaki: [40, 0, 480, 112]
notice-title: IN BANKRUPTCY.: [460, 156, 531, 166]
ad-motor-bargains: [697, 371, 819, 548]
ad-title: PERCY J. DOUGLASS: [699, 697, 817, 709]
ad-wallpapers: [171, 741, 293, 856]
notice-title: VISIT OF H.M.S. CHATHAM.: [702, 266, 815, 276]
classified-item: WANTED—To purchase, Staghound; must be young male. Write, giving particulars and price, to "Dog," c/o News office.: [959, 571, 1082, 617]
classified-item: WANTED Known—Have a look at our Special Show of Furniture and Furnishings to be sold below cost, at Purser's.: [828, 711, 951, 748]
ad-line: Currie Street, New Plymouth.: [569, 1400, 685, 1410]
notice-title: 4th BATTALION WELLINGTON INFANTRY REGIMENT.: [440, 441, 550, 469]
ad-hartford-insurance: [40, 1198, 162, 1436]
classified-item: FOUND—Wristlet Watch. Owner can have same by applying to office of this paper and paying cost of advertisement.: [959, 798, 1082, 844]
ad-title: CLOTH BUTTONS.: [323, 864, 405, 895]
classified-item: FOR SALE—Two good Dairy Cows, in full profit. Apply R. Wood, Carrington Road.: [959, 1204, 1082, 1232]
notice-battalion: [434, 438, 556, 540]
notice-body: MEMBERS of A Company, 4th Battalion, Wellington Infantry Regiment, are warned for Parade TO-NIGHT. (Signed) L. W. ANDREW, Lieut. N.Z.S.C. Adjt. 4th Bn. Wellington Infantry Regiment.: [434, 470, 557, 534]
classified-item: FOR SALE—New Bicycle, only half over-size pair. Apply J. Taylor, Inglewood.: [959, 1329, 1082, 1357]
ad-body: WE have excellent general storage accommodation for approved goods, merchandise, etc., in our stores at Moturoa, adjacent to the harbor. Early application is invited by letter or 'Phone No. 515. TARANAKI PRODUCERS' FREEZING WORKS COMPANY, LTD., Moturoa, New Plymouth.: [302, 1034, 426, 1124]
column-heading: AMUSEMENTS.: [303, 140, 425, 151]
column-heading: TENDERS.: [697, 140, 819, 151]
notice-title: NOTICE.: [476, 543, 514, 553]
classified-item: WANTED—Two good men for farm work and assist milking machines used. Must understand milking machines and separator and receive cash. R. T. B. Mellow, Kaponga.: [959, 464, 1082, 519]
notice-title: NOTICE TO PASSENGERS GOING TO WANGANUI.: [571, 902, 683, 921]
ad-line: ELTHAM AND NEW PLYMOUTH.: [193, 600, 272, 619]
ad-tenders-home: [828, 1049, 950, 1454]
ad-title: WILKINSON'S: [177, 552, 288, 568]
ad-line: Only limited quantity on hand.: [173, 1254, 292, 1264]
ad-line: TRY THE CHEAP DEPOT OF: [177, 789, 288, 799]
ad-title: ARTHUR B. GIBSON: [831, 1372, 948, 1384]
ad-line: TERMS ARRANGED.: [717, 685, 799, 695]
classified-item: BEACH COTTAGE, two rooms, section rent, £3 per annum. Price £250.: [828, 806, 951, 834]
lost-and-found: [960, 784, 1082, 975]
ad-title: DAYS: [565, 1086, 611, 1105]
column-1: [36, 140, 167, 1498]
ad-title: TO RESIDENTS OF INGLEWOOD AND DISTRICT.: [323, 1255, 405, 1283]
classified-item: WANTED—Woman to do washing and ironing and help in the house.—Apply Mrs. Morse, Niger Street.: [959, 177, 1082, 214]
ad-line: AND: [223, 758, 242, 768]
classified-item: AT the B.K. Bookshop—Weldon's Bazaar of Children's Fashions for February. Contains free patterns of a Girl's School Dress, a Jumper, a Boy's Blouse and Knickers, a Child's Blouse, and a Child's Petticoat. Price 7d., posted 8d.: [828, 183, 951, 255]
ad-body: Tenders will close with the undersigned on the 28th day of February, 1922, at 10 a.m. H. B. GIBSON, Solicitor, Box 2, Kaponga.: [828, 1403, 951, 1449]
ad-title: EVERYBODY'S: [45, 169, 157, 185]
ad-line: NEW PLYMOUTH. 'Phone 732 & 190. P.O. Box 142.: [699, 524, 817, 543]
ad-title: R. A. LARGE: [841, 998, 938, 1014]
ad-line: LAND AGENT, Egmont Street, NEW PLYMOUTH.: [830, 1385, 948, 1404]
ad-title: ART WALLPAPERS: [180, 745, 285, 757]
ad-body: WE carry a large variety of Pianos, Gramophones of any make, Musical Instruments of every description stocked. We specialise in Sheet Music. The Latest Always in Hand.: [171, 1018, 294, 1072]
ad-title: QUINN & KENNY: [196, 1075, 269, 1107]
classified-item: WANTED—Cook; also housemaid.—Apply Grosvenor Hotel, Waitara.: [959, 213, 1082, 241]
classified-item: WANTED Known—A good Seagrass Square 9ft x 6ft, in Rose and Blue, for 58/6, at Purser's.: [828, 594, 951, 631]
classified-item: WANTED—Young woman for household duties; good wages. Apply to "Domestic," c/o P.O. Box, Stratford.: [959, 374, 1082, 411]
column-2: [167, 140, 298, 1335]
ad-title: O. LE PAGE,: [198, 801, 267, 813]
